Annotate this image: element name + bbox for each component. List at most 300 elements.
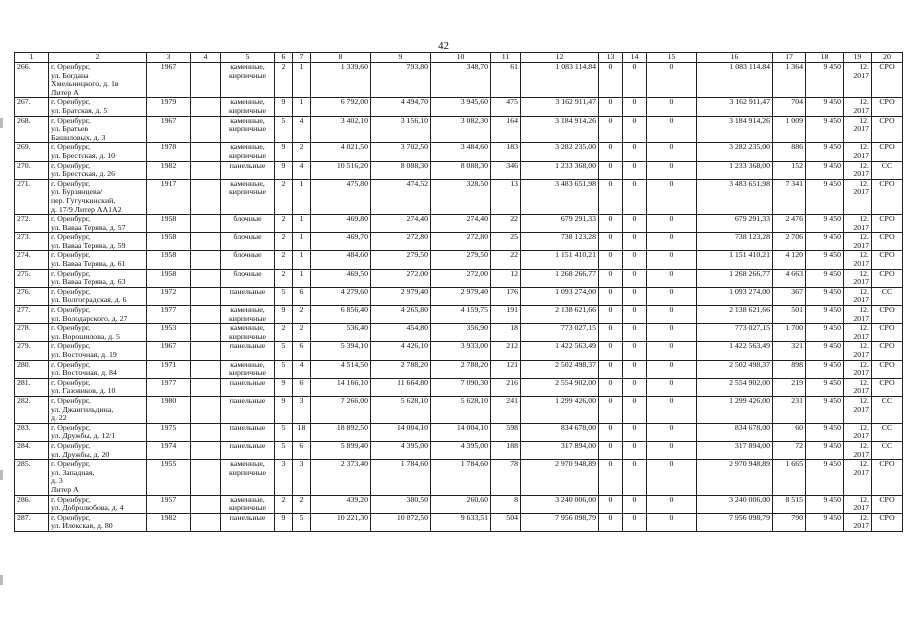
wall-material-cell-line: кирпичные: [229, 368, 266, 378]
wall-material-cell-line: панельные: [229, 287, 266, 296]
cost-cell: 679 291,33: [521, 215, 599, 233]
address-cell-line: г. Оренбург,: [51, 323, 91, 333]
address-cell-line: г. Оренбург,: [51, 62, 91, 71]
value-cell: 0: [599, 215, 623, 233]
deadline-cell-line: 12.: [859, 179, 869, 188]
deadline-cell-line: 2017: [853, 240, 869, 250]
unit-cost-cell: 7 341: [773, 179, 806, 214]
address-cell: [49, 423, 147, 441]
deadline-cell: [844, 251, 872, 269]
wall-material-cell-line: панельные: [229, 161, 266, 170]
limit-cost-cell: 9 450: [806, 98, 844, 116]
wall-material-cell: [221, 287, 275, 305]
entrances-cell: 18: [293, 423, 311, 441]
address-cell: [49, 215, 147, 233]
deadline-cell-line: 12.: [859, 97, 869, 107]
method-cell: СС: [872, 161, 903, 179]
deadline-cell: [844, 324, 872, 342]
deadline-cell-line: 12.: [859, 62, 869, 71]
address-cell-line: ул. Богдана: [51, 70, 89, 80]
entrances-cell: 2: [293, 495, 311, 513]
address-cell: [49, 306, 147, 324]
value-cell: 0: [599, 360, 623, 378]
row-number: 273.: [15, 233, 49, 251]
address-cell-line: ул. Ваваа Терява, д. 59: [51, 240, 126, 250]
address-cell-line: д. 22: [51, 413, 67, 423]
deadline-cell: [844, 215, 872, 233]
total-cost-cell: 7 956 098,79: [697, 513, 773, 531]
total-cost-cell: 1 233 368,00: [697, 161, 773, 179]
empty-cell: [191, 324, 221, 342]
cost-cell: 2 970 948,89: [521, 460, 599, 495]
year-cell: 1967: [147, 342, 191, 360]
residents-cell: 212: [491, 342, 521, 360]
value-cell: 0: [623, 215, 647, 233]
address-cell-line: пер. Гугучкинский,: [51, 195, 116, 205]
living-area-cell: 10 072,50: [371, 513, 431, 531]
residents-cell: 241: [491, 396, 521, 423]
value-cell: 0: [647, 287, 697, 305]
value-cell: 0: [599, 324, 623, 342]
living-area-cell: 4 395,00: [371, 441, 431, 459]
deadline-cell-line: 2017: [853, 368, 869, 378]
empty-cell: [191, 360, 221, 378]
table-row: [15, 360, 903, 378]
floors-cell: 2: [275, 233, 293, 251]
limit-cost-cell: 9 450: [806, 287, 844, 305]
total-area-cell: 484,60: [311, 251, 371, 269]
deadline-cell-line: 12.: [859, 214, 869, 224]
address-cell-line: ул. Газовиков, д. 10: [51, 386, 116, 396]
column-header: 11: [491, 53, 521, 63]
table-row: [15, 98, 903, 116]
residential-area-cell: 1 784,60: [431, 460, 491, 495]
year-cell: 1958: [147, 233, 191, 251]
limit-cost-cell: 9 450: [806, 63, 844, 98]
address-cell-line: г. Оренбург,: [51, 269, 91, 278]
wall-material-cell-line: кирпичные: [229, 124, 266, 134]
value-cell: 0: [623, 378, 647, 396]
column-number-row: [15, 53, 903, 63]
address-cell-line: ул. Волгоградская, д. 6: [51, 295, 127, 305]
value-cell: 0: [647, 495, 697, 513]
total-cost-cell: 1 093 274,00: [697, 287, 773, 305]
wall-material-cell-line: кирпичные: [229, 503, 266, 513]
value-cell: 0: [623, 441, 647, 459]
empty-cell: [191, 161, 221, 179]
unit-cost-cell: 704: [773, 98, 806, 116]
empty-cell: [191, 233, 221, 251]
deadline-cell-line: 2017: [853, 295, 869, 305]
residential-area-cell: 2 788,20: [431, 360, 491, 378]
floors-cell: 9: [275, 396, 293, 423]
deadline-cell-line: 2017: [853, 331, 869, 341]
value-cell: 0: [647, 116, 697, 143]
total-area-cell: 3 402,10: [311, 116, 371, 143]
table-row: [15, 306, 903, 324]
living-area-cell: 2 979,40: [371, 287, 431, 305]
cost-cell: 7 956 098,79: [521, 513, 599, 531]
residents-cell: 12: [491, 269, 521, 287]
cost-cell: 3 240 006,00: [521, 495, 599, 513]
address-cell-line: ул. Ваваа Терява, д. 57: [51, 222, 126, 232]
wall-material-cell-line: каменные,: [230, 62, 265, 71]
unit-cost-cell: 898: [773, 360, 806, 378]
table-row: [15, 324, 903, 342]
cost-cell: 1 093 274,00: [521, 287, 599, 305]
value-cell: 0: [647, 324, 697, 342]
wall-material-cell-line: каменные,: [230, 360, 265, 369]
wall-material-cell: [221, 251, 275, 269]
address-cell-line: г. Оренбург,: [51, 214, 91, 224]
table-row: [15, 342, 903, 360]
address-cell-line: ул. Восточная, д. 84: [51, 368, 117, 378]
unit-cost-cell: 501: [773, 306, 806, 324]
row-number: 277.: [15, 306, 49, 324]
entrances-cell: 4: [293, 360, 311, 378]
empty-cell: [191, 98, 221, 116]
deadline-cell: [844, 98, 872, 116]
column-header: 4: [191, 53, 221, 63]
wall-material-cell-line: панельные: [229, 341, 266, 351]
total-area-cell: 439,20: [311, 495, 371, 513]
unit-cost-cell: 321: [773, 342, 806, 360]
floors-cell: 2: [275, 63, 293, 98]
unit-cost-cell: 72: [773, 441, 806, 459]
wall-material-cell: [221, 360, 275, 378]
address-cell: [49, 324, 147, 342]
page-number: 42: [438, 40, 449, 52]
address-cell-line: ул. Ваваа Терява, д. 61: [51, 259, 126, 269]
wall-material-cell: [221, 233, 275, 251]
value-cell: 0: [647, 396, 697, 423]
method-cell: СС: [872, 423, 903, 441]
entrances-cell: 1: [293, 179, 311, 214]
address-cell: [49, 287, 147, 305]
row-number: 278.: [15, 324, 49, 342]
deadline-cell-line: 12.: [859, 161, 869, 170]
deadline-cell: [844, 342, 872, 360]
value-cell: 0: [623, 396, 647, 423]
total-cost-cell: 834 678,00: [697, 423, 773, 441]
total-area-cell: 536,40: [311, 324, 371, 342]
cost-cell: 3 282 235,00: [521, 143, 599, 161]
value-cell: 0: [623, 342, 647, 360]
deadline-cell: [844, 179, 872, 214]
address-cell-line: г. Оренбург,: [51, 459, 91, 469]
table-row: [15, 179, 903, 214]
wall-material-cell-line: каменные,: [230, 179, 265, 188]
table-row: [15, 287, 903, 305]
limit-cost-cell: 9 450: [806, 179, 844, 214]
table-row: [15, 378, 903, 396]
limit-cost-cell: 9 450: [806, 251, 844, 269]
deadline-cell-line: 2017: [853, 313, 869, 323]
row-number: 270.: [15, 161, 49, 179]
value-cell: 0: [623, 460, 647, 495]
entrances-cell: 6: [293, 287, 311, 305]
total-area-cell: 5 394,10: [311, 342, 371, 360]
total-cost-cell: 1 151 410,21: [697, 251, 773, 269]
year-cell: 1980: [147, 396, 191, 423]
total-cost-cell: 3 162 911,47: [697, 98, 773, 116]
table-row: [15, 396, 903, 423]
wall-material-cell: [221, 495, 275, 513]
wall-material-cell-line: блочные: [233, 214, 262, 224]
deadline-cell-line: 12.: [859, 396, 869, 405]
floors-cell: 5: [275, 342, 293, 360]
residential-area-cell: 274,40: [431, 215, 491, 233]
address-cell: [49, 233, 147, 251]
table-body: [15, 63, 903, 532]
address-cell-line: ул. Джангильдина,: [51, 404, 114, 414]
address-cell: [49, 396, 147, 423]
deadline-cell-line: 12.: [859, 513, 869, 522]
wall-material-cell-line: панельные: [229, 378, 266, 387]
total-cost-cell: 2 138 621,66: [697, 306, 773, 324]
deadline-cell: [844, 360, 872, 378]
wall-material-cell: [221, 143, 275, 161]
living-area-cell: 272,80: [371, 233, 431, 251]
residents-cell: 121: [491, 360, 521, 378]
address-cell-line: г. Оренбург,: [51, 360, 91, 369]
value-cell: 0: [599, 161, 623, 179]
address-cell-line: г. Оренбург,: [51, 341, 91, 351]
floors-cell: 9: [275, 161, 293, 179]
value-cell: 0: [647, 251, 697, 269]
column-header: 2: [49, 53, 147, 63]
living-area-cell: 3 156,10: [371, 116, 431, 143]
method-cell: СРО: [872, 460, 903, 495]
deadline-cell: [844, 378, 872, 396]
total-cost-cell: 2 970 948,89: [697, 460, 773, 495]
column-header: 8: [311, 53, 371, 63]
value-cell: 0: [623, 324, 647, 342]
residential-area-cell: 14 004,10: [431, 423, 491, 441]
value-cell: 0: [623, 251, 647, 269]
unit-cost-cell: 219: [773, 378, 806, 396]
address-cell: [49, 251, 147, 269]
limit-cost-cell: 9 450: [806, 269, 844, 287]
deadline-cell-line: 2017: [853, 386, 869, 396]
row-number: 285.: [15, 460, 49, 495]
empty-cell: [191, 342, 221, 360]
limit-cost-cell: 9 450: [806, 233, 844, 251]
deadline-cell-line: 2017: [853, 187, 869, 197]
residents-cell: 598: [491, 423, 521, 441]
value-cell: 0: [599, 460, 623, 495]
year-cell: 1958: [147, 215, 191, 233]
residents-cell: 22: [491, 215, 521, 233]
deadline-cell-line: 12.: [859, 341, 869, 351]
residential-area-cell: 272,80: [431, 233, 491, 251]
method-cell: СРО: [872, 116, 903, 143]
entrances-cell: 4: [293, 116, 311, 143]
entrances-cell: 2: [293, 324, 311, 342]
deadline-cell-line: 12.: [859, 378, 869, 387]
column-header: 6: [275, 53, 293, 63]
deadline-cell-line: 2017: [853, 277, 869, 287]
method-cell: СРО: [872, 98, 903, 116]
deadline-cell-line: 12.: [859, 287, 869, 296]
entrances-cell: 1: [293, 233, 311, 251]
method-cell: СРО: [872, 269, 903, 287]
living-area-cell: 793,80: [371, 63, 431, 98]
deadline-cell-line: 2017: [853, 169, 869, 179]
address-cell-line: г. Оренбург,: [51, 305, 91, 315]
entrances-cell: 3: [293, 460, 311, 495]
wall-material-cell-line: каменные,: [230, 116, 265, 125]
deadline-cell: [844, 460, 872, 495]
empty-cell: [191, 287, 221, 305]
wall-material-cell: [221, 441, 275, 459]
method-cell: СРО: [872, 495, 903, 513]
address-cell-line: д. 17/9 Литер АА1А2: [51, 204, 122, 214]
address-cell: [49, 378, 147, 396]
scan-edge-mark: [0, 470, 3, 480]
deadline-cell-line: 2017: [853, 150, 869, 160]
unit-cost-cell: 152: [773, 161, 806, 179]
total-area-cell: 4 514,50: [311, 360, 371, 378]
total-cost-cell: 1 083 114,84: [697, 63, 773, 98]
wall-material-cell-line: блочные: [233, 232, 262, 242]
residential-area-cell: 3 484,60: [431, 143, 491, 161]
total-area-cell: 6 792,00: [311, 98, 371, 116]
residents-cell: 78: [491, 460, 521, 495]
column-header: 16: [697, 53, 773, 63]
value-cell: 0: [599, 233, 623, 251]
column-header: 1: [15, 53, 49, 63]
deadline-cell-line: 12.: [859, 323, 869, 333]
row-number: 276.: [15, 287, 49, 305]
living-area-cell: 11 664,80: [371, 378, 431, 396]
value-cell: 0: [623, 306, 647, 324]
deadline-cell: [844, 161, 872, 179]
value-cell: 0: [647, 98, 697, 116]
deadline-cell-line: 12.: [859, 250, 869, 260]
cost-cell: 2 554 902,00: [521, 378, 599, 396]
floors-cell: 2: [275, 495, 293, 513]
deadline-cell-line: 12.: [859, 116, 869, 125]
deadline-cell-line: 2017: [853, 521, 869, 531]
living-area-cell: 8 088,30: [371, 161, 431, 179]
address-cell-line: г. Оренбург,: [51, 378, 91, 387]
value-cell: 0: [623, 161, 647, 179]
value-cell: 0: [599, 513, 623, 531]
wall-material-cell-line: кирпичные: [229, 467, 266, 477]
year-cell: 1958: [147, 269, 191, 287]
residents-cell: 22: [491, 251, 521, 269]
residential-area-cell: 328,50: [431, 179, 491, 214]
total-cost-cell: 2 554 902,00: [697, 378, 773, 396]
value-cell: 0: [647, 233, 697, 251]
wall-material-cell: [221, 396, 275, 423]
living-area-cell: 380,50: [371, 495, 431, 513]
entrances-cell: 1: [293, 63, 311, 98]
address-cell-line: д. 3: [51, 476, 63, 486]
deadline-cell: [844, 63, 872, 98]
wall-material-cell-line: панельные: [229, 513, 266, 522]
deadline-cell-line: 2017: [853, 70, 869, 80]
limit-cost-cell: 9 450: [806, 378, 844, 396]
residents-cell: 191: [491, 306, 521, 324]
residents-cell: 216: [491, 378, 521, 396]
deadline-cell-line: 12.: [859, 142, 869, 152]
wall-material-cell-line: каменные,: [230, 495, 265, 504]
total-area-cell: 475,80: [311, 179, 371, 214]
empty-cell: [191, 378, 221, 396]
value-cell: 0: [623, 98, 647, 116]
unit-cost-cell: 2 476: [773, 215, 806, 233]
residents-cell: 183: [491, 143, 521, 161]
address-cell-line: ул. Восточная, д. 19: [51, 350, 117, 359]
housing-register-table: [14, 52, 903, 532]
unit-cost-cell: 2 706: [773, 233, 806, 251]
entrances-cell: 5: [293, 513, 311, 531]
cost-cell: 317 894,00: [521, 441, 599, 459]
wall-material-cell-line: панельные: [229, 396, 266, 405]
row-number: 281.: [15, 378, 49, 396]
column-header: 13: [599, 53, 623, 63]
table-row: [15, 215, 903, 233]
total-cost-cell: 3 184 914,26: [697, 116, 773, 143]
entrances-cell: 2: [293, 306, 311, 324]
residential-area-cell: 260,60: [431, 495, 491, 513]
address-cell: [49, 98, 147, 116]
residents-cell: 164: [491, 116, 521, 143]
entrances-cell: 6: [293, 441, 311, 459]
total-area-cell: 469,70: [311, 233, 371, 251]
living-area-cell: 4 265,80: [371, 306, 431, 324]
cost-cell: 773 027,15: [521, 324, 599, 342]
value-cell: 0: [647, 378, 697, 396]
limit-cost-cell: 9 450: [806, 441, 844, 459]
floors-cell: 2: [275, 269, 293, 287]
living-area-cell: 4 426,10: [371, 342, 431, 360]
residents-cell: 475: [491, 98, 521, 116]
total-area-cell: 469,80: [311, 215, 371, 233]
cost-cell: 738 123,28: [521, 233, 599, 251]
address-cell-line: ул. Брестская, д. 10: [51, 150, 116, 160]
address-cell-line: ул. Брестская, д. 26: [51, 169, 116, 179]
unit-cost-cell: 367: [773, 287, 806, 305]
row-number: 266.: [15, 63, 49, 98]
deadline-cell: [844, 396, 872, 423]
address-cell-line: г. Оренбург,: [51, 513, 91, 522]
limit-cost-cell: 9 450: [806, 423, 844, 441]
cost-cell: 1 233 368,00: [521, 161, 599, 179]
limit-cost-cell: 9 450: [806, 215, 844, 233]
wall-material-cell-line: кирпичные: [229, 150, 266, 160]
unit-cost-cell: 4 120: [773, 251, 806, 269]
deadline-cell: [844, 513, 872, 531]
empty-cell: [191, 269, 221, 287]
method-cell: СС: [872, 396, 903, 423]
address-cell: [49, 495, 147, 513]
deadline-cell: [844, 233, 872, 251]
row-number: 282.: [15, 396, 49, 423]
row-number: 269.: [15, 143, 49, 161]
limit-cost-cell: 9 450: [806, 116, 844, 143]
unit-cost-cell: 4 663: [773, 269, 806, 287]
wall-material-cell: [221, 98, 275, 116]
row-number: 284.: [15, 441, 49, 459]
cost-cell: 1 299 426,00: [521, 396, 599, 423]
wall-material-cell: [221, 324, 275, 342]
floors-cell: 9: [275, 378, 293, 396]
address-cell-line: Хмельницкого, д. 1в: [51, 79, 119, 89]
limit-cost-cell: 9 450: [806, 513, 844, 531]
